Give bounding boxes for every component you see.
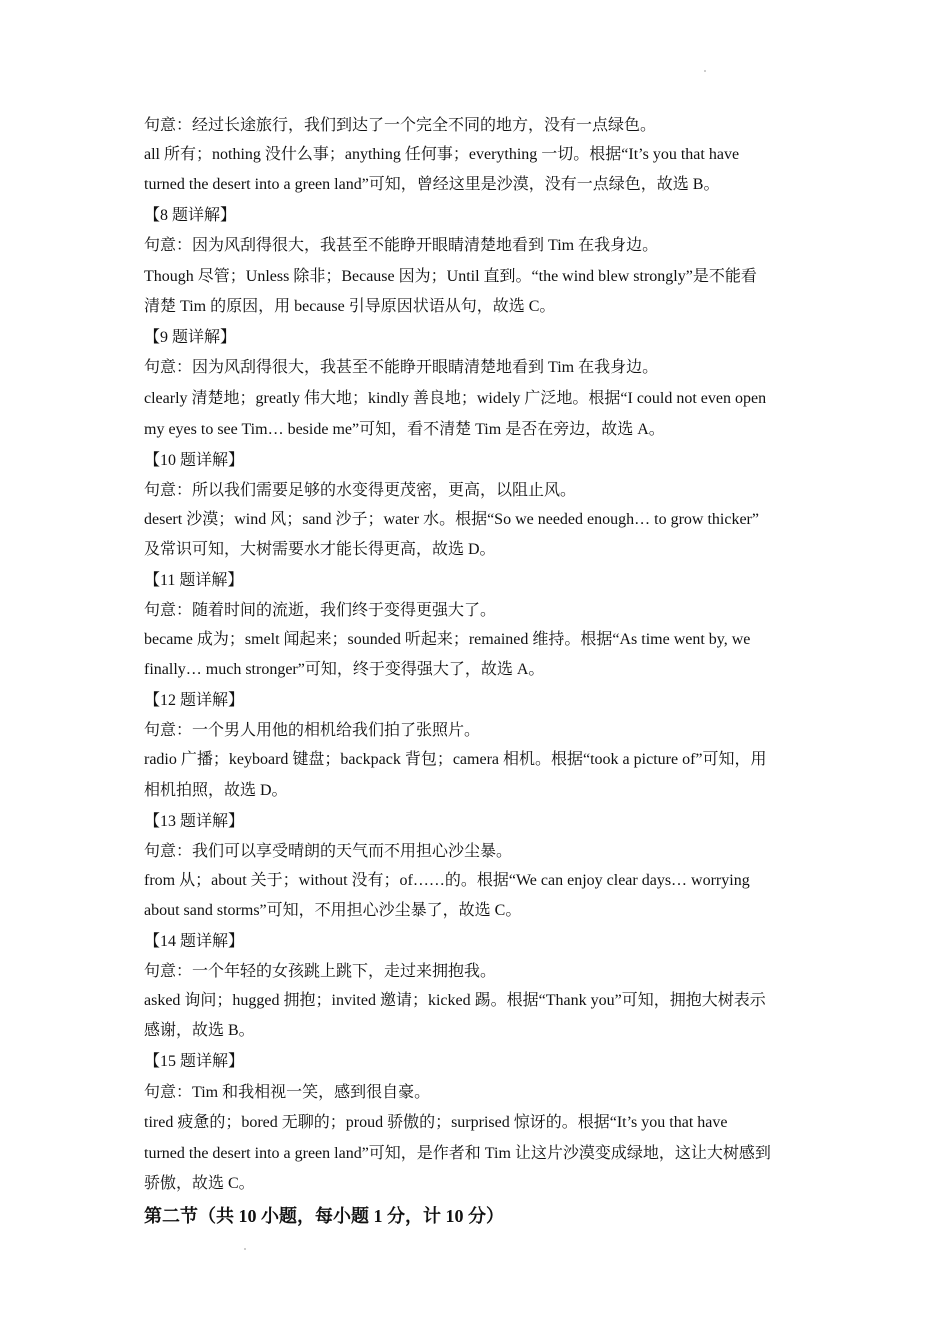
question-heading-11: 【11 题详解】: [144, 572, 244, 589]
option-explanation-10-cont: 及常识可知，大树需要水才能长得更高，故选 D。: [144, 541, 496, 558]
sentence-meaning-9: 句意：因为风刮得很大，我甚至不能睁开眼睛清楚地看到 Tim 在我身边。: [144, 359, 659, 376]
option-explanation-14: asked 询问；hugged 拥抱；invited 邀请；kicked 踢。根据“Thank you”可知，拥抱大树表示: [144, 992, 766, 1009]
sentence-meaning-10: 句意：所以我们需要足够的水变得更茂密，更高，以阻止风。: [144, 482, 577, 499]
sentence-meaning-12: 句意：一个男人用他的相机给我们拍了张照片。: [144, 722, 481, 739]
option-explanation-12: radio 广播；keyboard 键盘；backpack 背包；camera 相机。根据“took a picture of”可知，用: [144, 751, 767, 768]
page-speck: [244, 1248, 246, 1250]
option-explanation-7-cont: turned the desert into a green land”可知，曾经这里是沙漠，没有一点绿色，故选 B。: [144, 176, 720, 193]
sentence-meaning-11: 句意：随着时间的流逝，我们终于变得更强大了。: [144, 602, 497, 619]
sentence-meaning-7: 句意：经过长途旅行，我们到达了一个完全不同的地方，没有一点绿色。: [144, 117, 657, 134]
question-heading-9: 【9 题详解】: [144, 329, 237, 346]
question-heading-10: 【10 题详解】: [144, 452, 245, 469]
question-heading-14: 【14 题详解】: [144, 933, 245, 950]
option-explanation-13: from 从；about 关于；without 没有；of……的。根据“We can enjoy clear days… worrying: [144, 872, 750, 889]
option-explanation-10: desert 沙漠；wind 风；sand 沙子；water 水。根据“So we needed enough… to grow thicker”: [144, 511, 759, 528]
option-explanation-8-cont: 清楚 Tim 的原因，用 because 引导原因状语从句，故选 C。: [144, 298, 556, 315]
sentence-meaning-8: 句意：因为风刮得很大，我甚至不能睁开眼睛清楚地看到 Tim 在我身边。: [144, 237, 659, 254]
option-explanation-8: Though 尽管；Unless 除非；Because 因为；Until 直到。“the wind blew strongly”是不能看: [144, 268, 757, 285]
option-explanation-13-cont: about sand storms”可知，不用担心沙尘暴了，故选 C。: [144, 902, 522, 919]
sentence-meaning-15: 句意：Tim 和我相视一笑，感到很自豪。: [144, 1084, 431, 1101]
question-heading-15: 【15 题详解】: [144, 1053, 245, 1070]
option-explanation-9: clearly 清楚地；greatly 伟大地；kindly 善良地；widely 广泛地。根据“I could not even open: [144, 390, 767, 407]
question-heading-12: 【12 题详解】: [144, 692, 245, 709]
page-speck: [704, 70, 706, 72]
option-explanation-11: became 成为；smelt 闻起来；sounded 听起来；remained 维持。根据“As time went by, we: [144, 631, 751, 648]
option-explanation-15-cont: turned the desert into a green land”可知，是作者和 Tim 让这片沙漠变成绿地，这让大树感到: [144, 1145, 771, 1162]
question-heading-8: 【8 题详解】: [144, 207, 237, 224]
section-heading: 第二节（共 10 小题，每小题 1 分，计 10 分）: [144, 1206, 504, 1226]
option-explanation-15: tired 疲惫的；bored 无聊的；proud 骄傲的；surprised 惊讶的。根据“It’s you that have: [144, 1114, 728, 1131]
option-explanation-14-cont: 感谢，故选 B。: [144, 1022, 255, 1039]
option-explanation-7: all 所有；nothing 没什么事；anything 任何事；everything 一切。根据“It’s you that have: [144, 146, 740, 163]
option-explanation-11-cont: finally… much stronger”可知，终于变得强大了，故选 A。: [144, 661, 545, 678]
option-explanation-9-cont: my eyes to see Tim… beside me”可知，看不清楚 Tim 是否在旁边，故选 A。: [144, 421, 665, 438]
option-explanation-15-cont-2: 骄傲，故选 C。: [144, 1175, 255, 1192]
option-explanation-12-cont: 相机拍照，故选 D。: [144, 782, 288, 799]
sentence-meaning-14: 句意：一个年轻的女孩跳上跳下，走过来拥抱我。: [144, 963, 497, 980]
question-heading-13: 【13 题详解】: [144, 813, 245, 830]
sentence-meaning-13: 句意：我们可以享受晴朗的天气而不用担心沙尘暴。: [144, 843, 513, 860]
